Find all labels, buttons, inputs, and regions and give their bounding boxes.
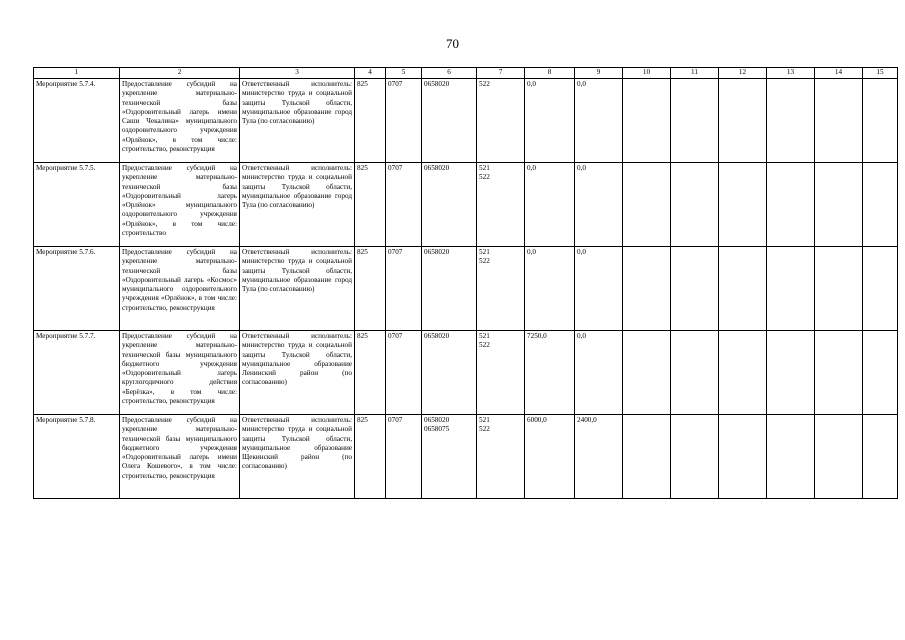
amount-col8-cell: 0,0 (525, 163, 575, 247)
column-header: 12 (719, 68, 767, 79)
description-cell: Предоставление субсидий на укрепление материально-технической базы муниципального бюджетного учреждения «Оздоровительный лагерь круглогодичного действия «Берёзка», в том числе: строительство, реконструкция (120, 331, 240, 415)
empty-col13-cell (767, 163, 815, 247)
code-col7-cell (477, 163, 525, 247)
empty-col11-cell (671, 415, 719, 499)
empty-col10-cell (623, 79, 671, 163)
code-col5-cell: 0707 (386, 415, 422, 499)
empty-col15-cell (863, 79, 898, 163)
empty-col13-cell (767, 79, 815, 163)
code-col4-cell: 825 (355, 415, 386, 499)
code-col6-cell (422, 163, 477, 247)
amount-col8-cell: 0,0 (525, 247, 575, 331)
executor-cell: Ответственный исполнитель: министерство труда и социальной защиты Тульской области, муниципальное образование Ленинский район (по согласованию) (240, 331, 355, 415)
empty-col14-cell (815, 331, 863, 415)
empty-col11-cell (671, 79, 719, 163)
code-col6-cell-value: 0658075 (424, 425, 450, 434)
empty-col10-cell (623, 331, 671, 415)
column-header: 2 (120, 68, 240, 79)
measure-cell: Мероприятие 5.7.4. (34, 79, 120, 163)
code-col7-cell-value: 522 (479, 173, 490, 182)
empty-col13-cell (767, 415, 815, 499)
empty-col11-cell (671, 247, 719, 331)
code-col7-cell-value: 522 (479, 80, 490, 88)
executor-cell: Ответственный исполнитель: министерство труда и социальной защиты Тульской области, муниципальное образование Щекинский район (по согласованию) (240, 415, 355, 499)
code-col7-cell-value: 521 (479, 164, 490, 172)
empty-col12-cell (719, 79, 767, 163)
code-col5-cell: 0707 (386, 79, 422, 163)
table-row (34, 415, 898, 499)
column-header: 9 (575, 68, 623, 79)
code-col7-cell-value: 521 (479, 332, 490, 340)
code-col7-cell (477, 79, 525, 163)
column-header: 14 (815, 68, 863, 79)
description-cell: Предоставление субсидий на укрепление материально-технической базы «Оздоровительный лагерь имени Саши Чекалина» муниципального оздоровительного учреждения «Орлёнок», в том числе: строительство, реконструкция (120, 79, 240, 163)
empty-col12-cell (719, 163, 767, 247)
empty-col13-cell (767, 247, 815, 331)
executor-cell: Ответственный исполнитель: министерство труда и социальной защиты Тульской области, муниципальное образование город Тула (по согласованию) (240, 163, 355, 247)
amount-col8-cell: 7250,0 (525, 331, 575, 415)
amount-col9-cell: 2400,0 (575, 415, 623, 499)
column-header: 8 (525, 68, 575, 79)
description-cell: Предоставление субсидий на укрепление материально-технической базы «Оздоровительный лагерь «Орлёнок» муниципального оздоровительного учреждения «Орлёнок», в том числе: строительство (120, 163, 240, 247)
column-header: 5 (386, 68, 422, 79)
code-col6-cell-value: 0658020 (424, 80, 450, 88)
amount-col8-cell: 6000,0 (525, 415, 575, 499)
empty-col14-cell (815, 79, 863, 163)
code-col4-cell: 825 (355, 247, 386, 331)
column-header: 6 (422, 68, 477, 79)
column-header: 10 (623, 68, 671, 79)
table-row (34, 79, 898, 163)
empty-col11-cell (671, 331, 719, 415)
empty-col13-cell (767, 331, 815, 415)
code-col7-cell-value: 521 (479, 248, 490, 256)
code-col4-cell: 825 (355, 331, 386, 415)
code-col6-cell-value: 0658020 (424, 164, 450, 172)
empty-col10-cell (623, 415, 671, 499)
table-row (34, 247, 898, 331)
column-header: 4 (355, 68, 386, 79)
code-col4-cell: 825 (355, 163, 386, 247)
code-col6-cell (422, 331, 477, 415)
empty-col12-cell (719, 247, 767, 331)
code-col7-cell (477, 247, 525, 331)
measure-cell: Мероприятие 5.7.8. (34, 415, 120, 499)
code-col7-cell-value: 521 (479, 416, 490, 424)
column-header: 3 (240, 68, 355, 79)
amount-col9-cell: 0,0 (575, 247, 623, 331)
code-col7-cell-value: 522 (479, 257, 490, 266)
column-header: 11 (671, 68, 719, 79)
amount-col8-cell: 0,0 (525, 79, 575, 163)
amount-col9-cell: 0,0 (575, 79, 623, 163)
code-col6-cell (422, 415, 477, 499)
executor-cell: Ответственный исполнитель: министерство труда и социальной защиты Тульской области, муниципальное образование город Тула (по согласованию) (240, 247, 355, 331)
code-col6-cell-value: 0658020 (424, 248, 450, 256)
measure-cell: Мероприятие 5.7.5. (34, 163, 120, 247)
amount-col9-cell: 0,0 (575, 163, 623, 247)
code-col6-cell-value: 0658020 (424, 332, 450, 340)
code-col7-cell (477, 331, 525, 415)
empty-col10-cell (623, 163, 671, 247)
code-col6-cell (422, 79, 477, 163)
code-col7-cell-value: 522 (479, 341, 490, 350)
empty-col11-cell (671, 163, 719, 247)
code-col4-cell: 825 (355, 79, 386, 163)
measure-cell: Мероприятие 5.7.7. (34, 331, 120, 415)
page-number: 70 (446, 36, 459, 51)
code-col5-cell: 0707 (386, 247, 422, 331)
description-cell: Предоставление субсидий на укрепление материально-технической базы муниципального бюджетного учреждения «Оздоровительный лагерь имени Олега Кошевого», в том числе: строительство, реконструкция (120, 415, 240, 499)
column-header: 15 (863, 68, 898, 79)
empty-col15-cell (863, 163, 898, 247)
column-header: 13 (767, 68, 815, 79)
empty-col14-cell (815, 415, 863, 499)
code-col7-cell-value: 522 (479, 425, 490, 434)
empty-col14-cell (815, 163, 863, 247)
executor-cell: Ответственный исполнитель: министерство труда и социальной защиты Тульской области, муниципальное образование город Тула (по согласованию) (240, 79, 355, 163)
empty-col10-cell (623, 247, 671, 331)
measure-cell: Мероприятие 5.7.6. (34, 247, 120, 331)
code-col6-cell-value: 0658020 (424, 416, 450, 424)
empty-col15-cell (863, 247, 898, 331)
empty-col14-cell (815, 247, 863, 331)
column-header: 7 (477, 68, 525, 79)
header-row (34, 68, 898, 79)
code-col5-cell: 0707 (386, 331, 422, 415)
code-col7-cell (477, 415, 525, 499)
empty-col15-cell (863, 415, 898, 499)
column-header: 1 (34, 68, 120, 79)
table-row (34, 331, 898, 415)
empty-col15-cell (863, 331, 898, 415)
amount-col9-cell: 0,0 (575, 331, 623, 415)
code-col5-cell: 0707 (386, 163, 422, 247)
empty-col12-cell (719, 415, 767, 499)
code-col6-cell (422, 247, 477, 331)
table-row (34, 163, 898, 247)
description-cell: Предоставление субсидий на укрепление материально-технической базы «Оздоровительный лагерь «Космос» муниципального оздоровительного учреждения «Орлёнок», в том числе: строительство, реконструкция (120, 247, 240, 331)
budget-table (33, 67, 898, 499)
empty-col12-cell (719, 331, 767, 415)
